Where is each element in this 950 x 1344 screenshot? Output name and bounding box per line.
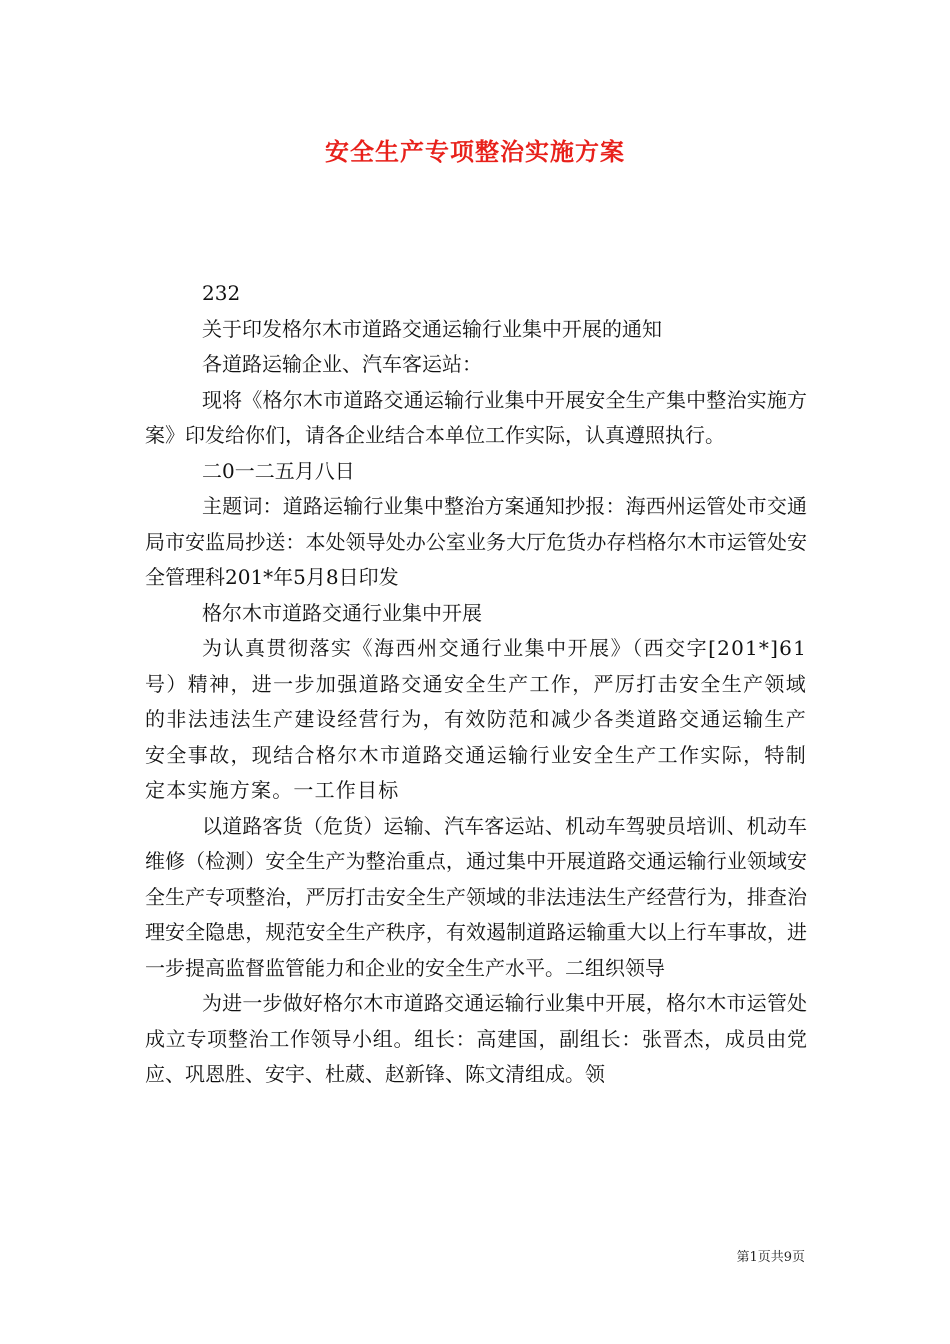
paragraph-date: 二0一二五月八日 — [202, 458, 355, 483]
paragraph-addressee: 各道路运输企业、汽车客运站： — [202, 352, 482, 376]
paragraph-subject-line: 主题词：道路运输行业集中整治方案通知抄报：海西州运管处市交通局市安监局抄送：本处领导处办公室业务大厅危货办存档格尔木市运管处安全管理科201*年5月8日印发 — [145, 494, 807, 589]
paragraph-notice-title: 关于印发格尔木市道路交通运输行业集中开展的通知 — [202, 316, 662, 341]
paragraph-section-heading: 格尔木市道路交通行业集中开展 — [202, 600, 482, 625]
paragraph-number: 232 — [202, 281, 241, 305]
paragraph-goals: 以道路客货（危货）运输、汽车客运站、机动车驾驶员培训、机动车维修（检测）安全生产为整治重点，通过集中开展道路交通运输行业领域安全生产专项整治，严厉打击安全生产领域的非法违法生产经营行为，排查治理安全隐患，规范安全生产秩序，有效遏制道路运输重大以上行车事故，进一步提高监督监管能力和企业的安全生产水平。二组织领导 — [145, 813, 807, 980]
document-body — [145, 276, 807, 1093]
page-number-footer: 第1页共9页 — [736, 1250, 805, 1265]
document-title: 安全生产专项整治实施方案 — [325, 137, 625, 166]
paragraph-intro: 为认真贯彻落实《海西州交通行业集中开展》（西交字[201*]61号）精神，进一步加强道路交通安全生产工作，严厉打击安全生产领域的非法违法生产建设经营行为，有效防范和减少各类道路交通运输生产安全事故，现结合格尔木市道路交通运输行业安全生产工作实际，特制定本实施方案。一工作目标 — [145, 636, 807, 802]
paragraph-notice-body: 现将《格尔木市道路交通运输行业集中开展安全生产集中整治实施方案》印发给你们，请各企业结合本单位工作实际，认真遵照执行。 — [145, 387, 807, 447]
paragraph-organization: 为进一步做好格尔木市道路交通运输行业集中开展，格尔木市运管处成立专项整治工作领导小组。组长：高建国，副组长：张晋杰，成员由党应、巩恩胜、安宇、杜葳、赵新锋、陈文清组成。领 — [145, 991, 807, 1086]
